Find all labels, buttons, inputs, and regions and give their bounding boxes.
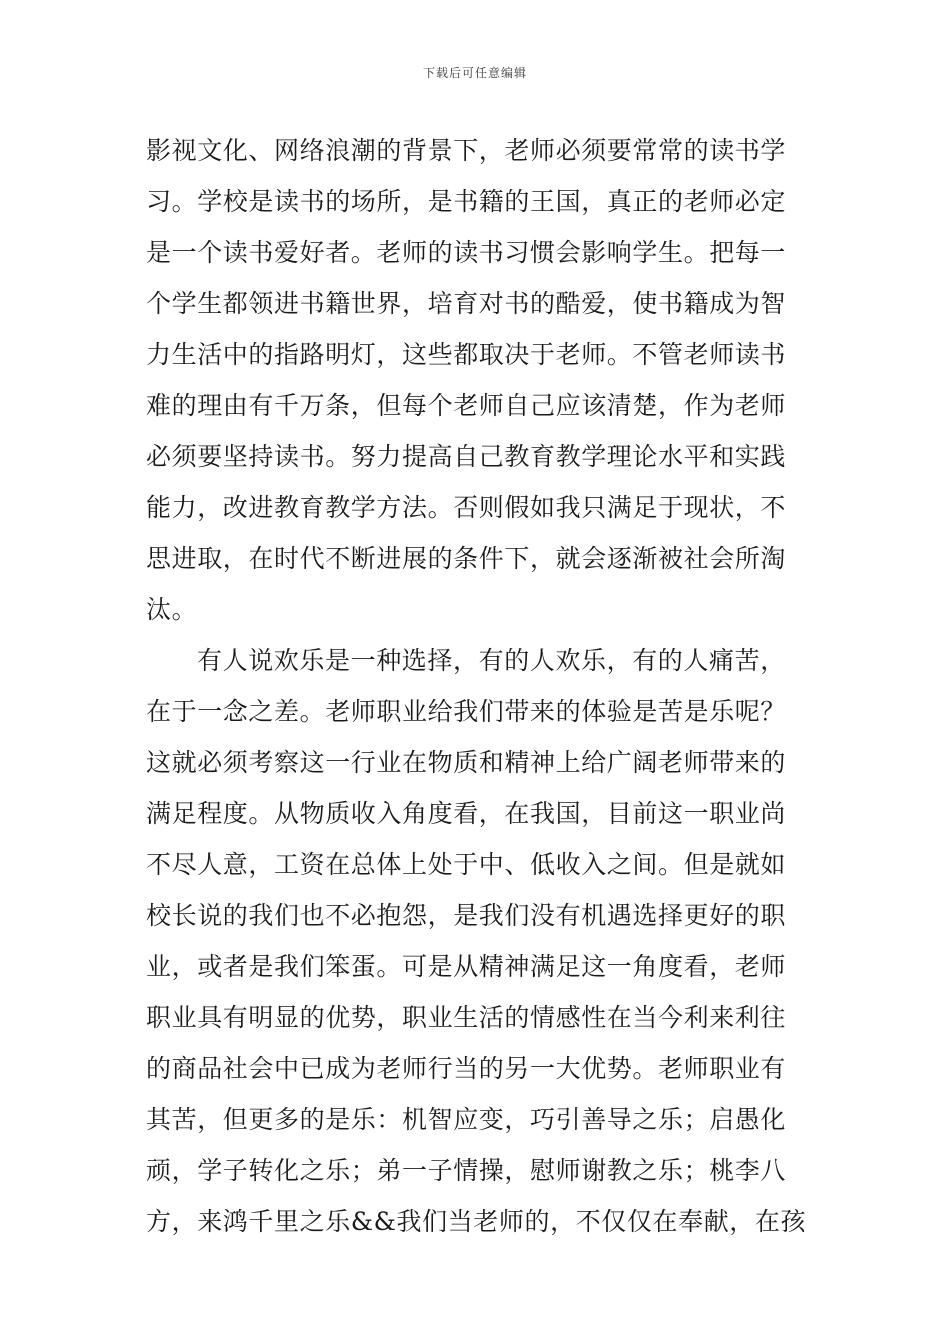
text-line: 顽，学子转化之乐；弟一子情操，慰师谢教之乐；桃李八 xyxy=(146,1156,787,1185)
text-line: 有人说欢乐是一种选择，有的人欢乐，有的人痛苦， xyxy=(197,646,786,675)
text-line: 力生活中的指路明灯，这些都取决于老师。不管老师读书 xyxy=(146,340,787,369)
text-line: 方，来鸿千里之乐&&我们当老师的，不仅仅在奉献，在孩 xyxy=(146,1207,807,1236)
text-line: 不尽人意，工资在总体上处于中、低收入之间。但是就如 xyxy=(146,850,787,879)
text-line: 的商品社会中已成为老师行当的另一大优势。老师职业有 xyxy=(146,1054,787,1083)
text-line: 影视文化、网络浪潮的背景下，老师必须要常常的读书学 xyxy=(146,136,787,165)
text-line: 这就必须考察这一行业在物质和精神上给广阔老师带来的 xyxy=(146,748,787,777)
text-line: 思进取，在时代不断进展的条件下，就会逐渐被社会所淘 xyxy=(146,544,787,573)
text-line: 其苦，但更多的是乐：机智应变，巧引善导之乐；启愚化 xyxy=(146,1105,787,1134)
paragraph-1 xyxy=(146,125,811,635)
text-line: 业，或者是我们笨蛋。可是从精神满足这一角度看，老师 xyxy=(146,952,787,981)
text-line: 个学生都领进书籍世界，培育对书的酷爱，使书籍成为智 xyxy=(146,289,787,318)
document-body xyxy=(146,125,811,1247)
text-line: 必须要坚持读书。努力提高自己教育教学理论水平和实践 xyxy=(146,442,787,471)
text-line: 在于一念之差。老师职业给我们带来的体验是苦是乐呢？ xyxy=(146,697,787,726)
text-line: 能力，改进教育教学方法。否则假如我只满足于现状，不 xyxy=(146,493,787,522)
page-header: 下载后可任意编辑 xyxy=(422,66,527,80)
text-line: 职业具有明显的优势，职业生活的情感性在当今利来利往 xyxy=(146,1003,787,1032)
text-line: 习。学校是读书的场所，是书籍的王国，真正的老师必定 xyxy=(146,187,787,216)
text-line: 校长说的我们也不必抱怨，是我们没有机遇选择更好的职 xyxy=(146,901,787,930)
text-line: 是一个读书爱好者。老师的读书习惯会影响学生。把每一 xyxy=(146,238,787,267)
paragraph-2 xyxy=(146,635,811,1247)
text-line: 满足程度。从物质收入角度看，在我国，目前这一职业尚 xyxy=(146,799,787,828)
text-line: 汰。 xyxy=(146,595,198,624)
text-line: 难的理由有千万条，但每个老师自己应该清楚，作为老师 xyxy=(146,391,787,420)
